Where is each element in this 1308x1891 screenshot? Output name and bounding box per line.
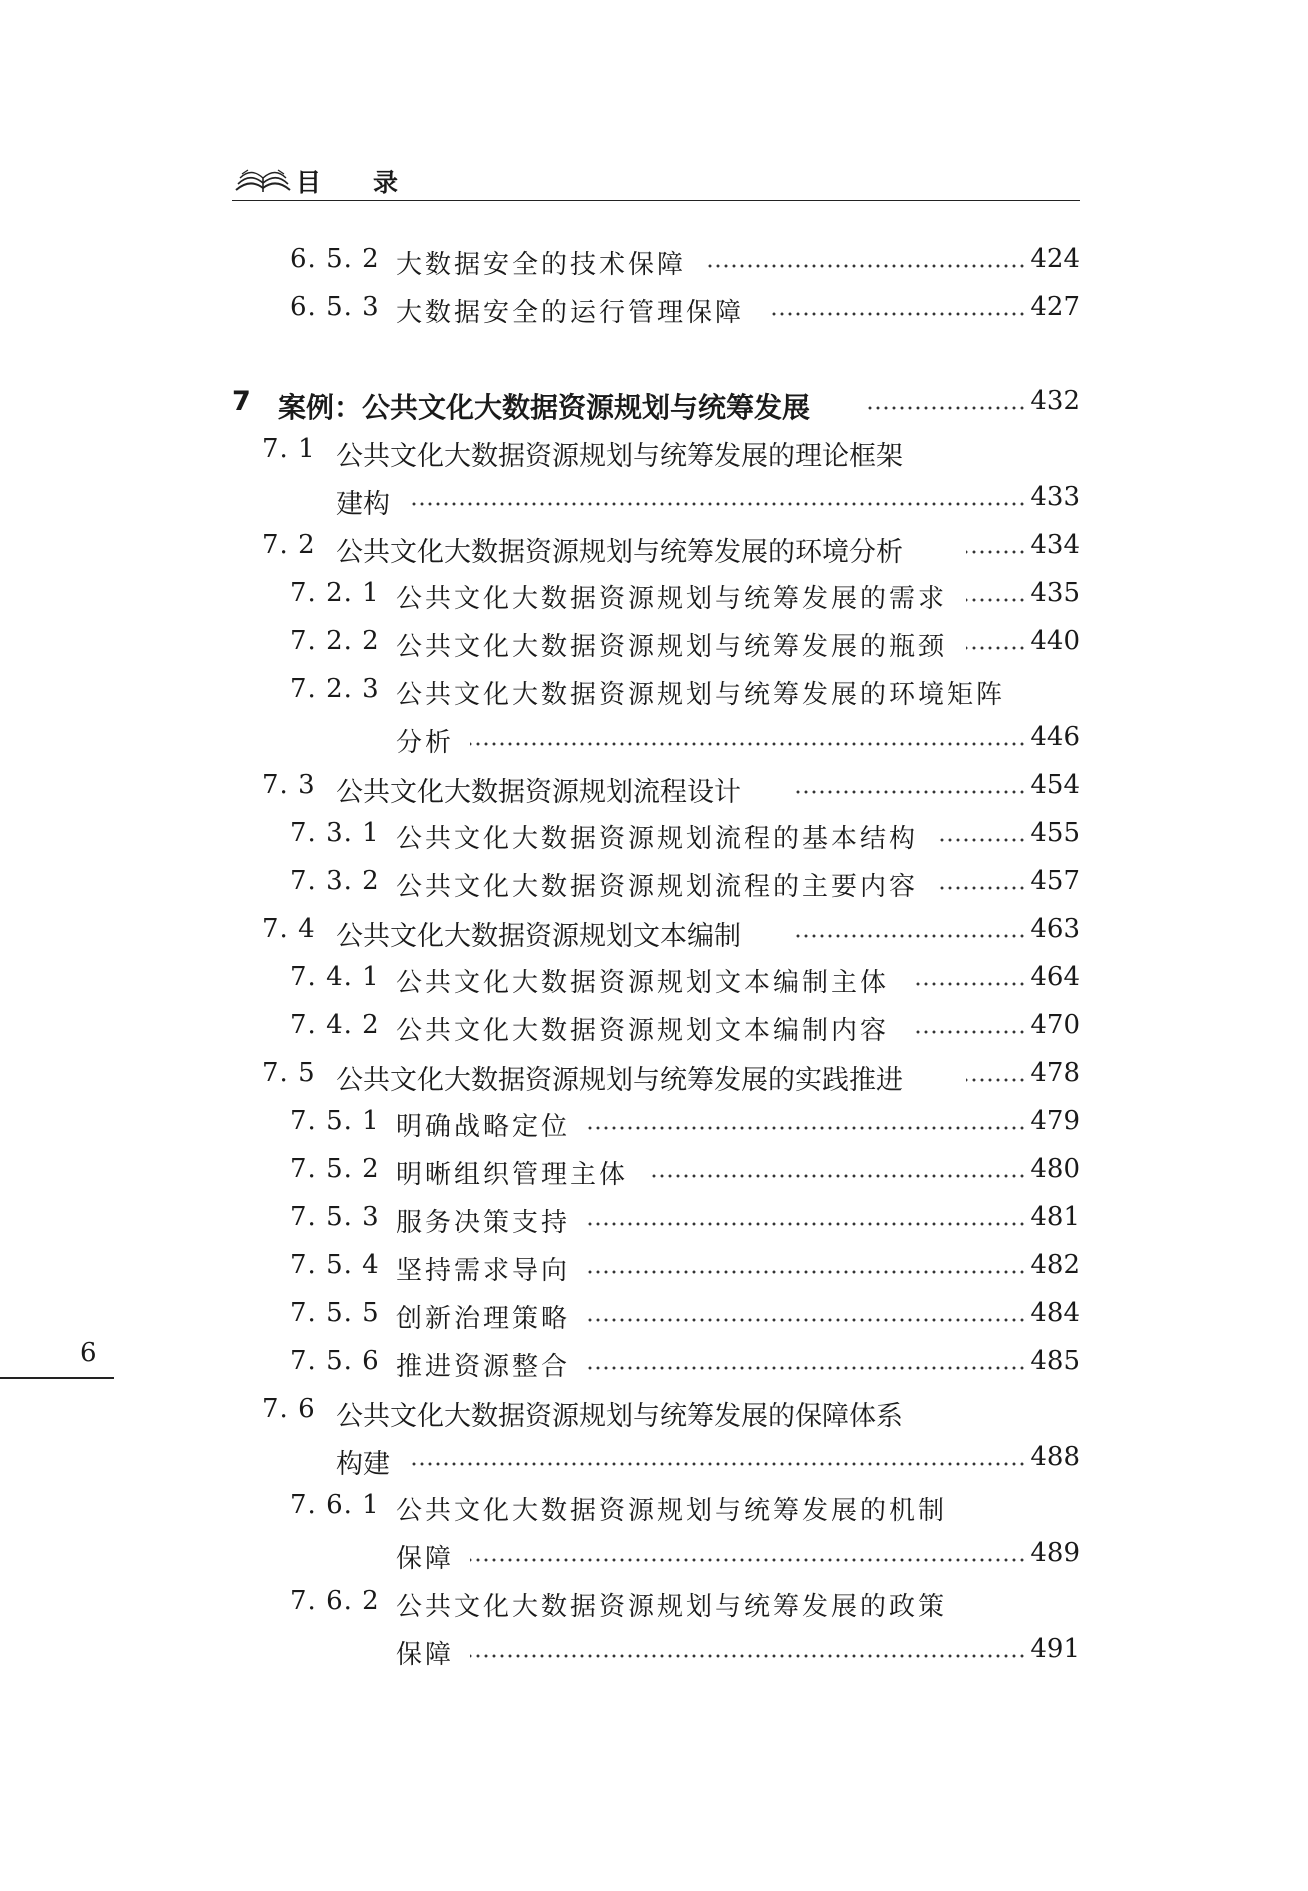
entry-number: 7. 4. 2: [290, 1010, 380, 1040]
entry-number: 7. 2. 3: [290, 674, 380, 704]
dot-leader: [792, 787, 1026, 797]
toc-entry[interactable]: [0, 1346, 1308, 1386]
entry-page: 446: [1030, 722, 1080, 752]
toc-section[interactable]: [0, 770, 1308, 810]
entry-page: 463: [1030, 914, 1080, 944]
running-header: [232, 160, 1080, 201]
entry-page: 479: [1030, 1106, 1080, 1136]
dot-leader: [588, 1315, 1026, 1325]
entry-title: 建构: [336, 489, 390, 520]
entry-number: 7. 3. 1: [290, 818, 380, 848]
dot-leader: [412, 1459, 1026, 1469]
entry-title: 保障: [396, 1544, 455, 1574]
page-number: 6: [80, 1338, 97, 1368]
dot-leader: [588, 1267, 1026, 1277]
entry-title: 创新治理策略: [396, 1304, 571, 1334]
toc-section[interactable]: [0, 1394, 1308, 1434]
dot-leader: [470, 739, 1026, 749]
toc-entry[interactable]: [0, 1586, 1308, 1626]
page-number-rule: [0, 1377, 114, 1379]
page-heading: [296, 163, 450, 199]
entry-page: 484: [1030, 1298, 1080, 1328]
toc-entry[interactable]: [0, 292, 1308, 332]
entry-page: 433: [1030, 482, 1080, 512]
entry-page: 427: [1030, 292, 1080, 322]
entry-number: 7. 5: [262, 1058, 316, 1088]
entry-title: 公共文化大数据资源规划与统筹发展的保障体系: [336, 1401, 903, 1432]
entry-number: 7. 5. 3: [290, 1202, 380, 1232]
dot-leader: [966, 643, 1026, 653]
entry-number: 7. 2. 1: [290, 578, 380, 608]
entry-title: 大数据安全的运行管理保障: [396, 298, 745, 328]
dot-leader: [588, 1363, 1026, 1373]
entry-title: 公共文化大数据资源规划文本编制内容: [396, 1016, 890, 1046]
toc-entry[interactable]: [0, 1154, 1308, 1194]
entry-number: 7. 6. 2: [290, 1586, 380, 1616]
toc-entry[interactable]: [0, 674, 1308, 714]
dot-leader: [792, 931, 1026, 941]
entry-title: 公共文化大数据资源规划与统筹发展的需求: [396, 584, 948, 614]
entry-page: 485: [1030, 1346, 1080, 1376]
toc-section[interactable]: [0, 914, 1308, 954]
toc-entry[interactable]: [0, 578, 1308, 618]
entry-page: 489: [1030, 1538, 1080, 1568]
chapter-title: 案例：公共文化大数据资源规划与统筹发展: [278, 391, 811, 424]
toc-entry[interactable]: [0, 1250, 1308, 1290]
entry-number: 7. 1: [262, 434, 316, 464]
entry-title: 构建: [336, 1449, 390, 1480]
entry-number: 7. 5. 5: [290, 1298, 380, 1328]
toc-entry[interactable]: [0, 1010, 1308, 1050]
toc-entry[interactable]: [0, 1202, 1308, 1242]
entry-number: 7. 2: [262, 530, 316, 560]
entry-page: 480: [1030, 1154, 1080, 1184]
entry-title: 服务决策支持: [396, 1208, 571, 1238]
entry-page: 481: [1030, 1202, 1080, 1232]
dot-leader: [940, 883, 1026, 893]
dot-leader: [470, 1651, 1026, 1661]
entry-page: 491: [1030, 1634, 1080, 1664]
entry-title: 保障: [396, 1640, 455, 1670]
entry-page: 432: [1030, 386, 1080, 416]
entry-page: 482: [1030, 1250, 1080, 1280]
entry-number: 7. 5. 6: [290, 1346, 380, 1376]
dot-leader: [588, 1219, 1026, 1229]
entry-number: 7. 5. 2: [290, 1154, 380, 1184]
entry-title: 公共文化大数据资源规划与统筹发展的环境分析: [336, 537, 903, 568]
toc-entry[interactable]: [0, 962, 1308, 1002]
entry-title: 明晰组织管理主体: [396, 1160, 629, 1190]
entry-title: 公共文化大数据资源规划文本编制主体: [396, 968, 890, 998]
dot-leader: [966, 547, 1026, 557]
entry-title: 公共文化大数据资源规划文本编制: [336, 921, 741, 952]
entry-page: 464: [1030, 962, 1080, 992]
entry-number: 7. 6. 1: [290, 1490, 380, 1520]
dot-leader: [966, 1075, 1026, 1085]
toc-entry[interactable]: [0, 1106, 1308, 1146]
heading-part-1: 目: [296, 168, 322, 197]
entry-number: 7. 3: [262, 770, 316, 800]
toc-entry-continuation[interactable]: [0, 722, 1308, 762]
toc-entry[interactable]: [0, 626, 1308, 666]
entry-number: 6. 5. 2: [290, 244, 380, 274]
entry-page: 478: [1030, 1058, 1080, 1088]
entry-page: 434: [1030, 530, 1080, 560]
entry-page: 435: [1030, 578, 1080, 608]
toc-entry[interactable]: [0, 1298, 1308, 1338]
toc-entry[interactable]: [0, 1490, 1308, 1530]
entry-title: 公共文化大数据资源规划与统筹发展的环境矩阵: [396, 680, 1006, 710]
entry-title: 公共文化大数据资源规划与统筹发展的政策: [396, 1592, 948, 1622]
dot-leader: [588, 1123, 1026, 1133]
dot-leader: [412, 499, 1026, 509]
entry-title: 坚持需求导向: [396, 1256, 571, 1286]
entry-number: 6. 5. 3: [290, 292, 380, 322]
dot-leader: [708, 261, 1026, 271]
toc-section[interactable]: [0, 434, 1308, 474]
entry-title: 公共文化大数据资源规划与统筹发展的瓶颈: [396, 632, 948, 662]
entry-number: 7. 3. 2: [290, 866, 380, 896]
entry-number: 7. 6: [262, 1394, 316, 1424]
toc-chapter[interactable]: [0, 386, 1308, 426]
toc-section-continuation[interactable]: [0, 482, 1308, 522]
entry-number: 7. 5. 4: [290, 1250, 380, 1280]
entry-title: 公共文化大数据资源规划流程的基本结构: [396, 824, 919, 854]
heading-part-2: 录: [373, 168, 399, 197]
dot-leader: [912, 1027, 1026, 1037]
toc-section-continuation[interactable]: [0, 1442, 1308, 1482]
entry-number: 7. 2. 2: [290, 626, 380, 656]
entry-title: 公共文化大数据资源规划与统筹发展的机制: [396, 1496, 948, 1526]
entry-title: 公共文化大数据资源规划与统筹发展的实践推进: [336, 1065, 903, 1096]
dot-leader: [470, 1555, 1026, 1565]
dot-leader: [912, 979, 1026, 989]
toc-section[interactable]: [0, 1058, 1308, 1098]
entry-title: 公共文化大数据资源规划流程的主要内容: [396, 872, 919, 902]
entry-page: 470: [1030, 1010, 1080, 1040]
entry-page: 454: [1030, 770, 1080, 800]
entry-page: 488: [1030, 1442, 1080, 1472]
toc-entry[interactable]: [0, 866, 1308, 906]
open-book-icon: [232, 164, 294, 196]
toc-entry-continuation[interactable]: [0, 1538, 1308, 1578]
toc-entry[interactable]: [0, 818, 1308, 858]
dot-leader: [940, 835, 1026, 845]
dot-leader: [866, 403, 1026, 413]
entry-title: 推进资源整合: [396, 1352, 571, 1382]
chapter-number: 7: [232, 386, 252, 417]
entry-page: 424: [1030, 244, 1080, 274]
entry-title: 明确战略定位: [396, 1112, 571, 1142]
dot-leader: [768, 309, 1026, 319]
entry-title: 公共文化大数据资源规划流程设计: [336, 777, 741, 808]
dot-leader: [648, 1171, 1026, 1181]
entry-title: 公共文化大数据资源规划与统筹发展的理论框架: [336, 441, 903, 472]
entry-title: 分析: [396, 728, 455, 758]
entry-page: 440: [1030, 626, 1080, 656]
entry-page: 457: [1030, 866, 1080, 896]
entry-number: 7. 4. 1: [290, 962, 380, 992]
entry-number: 7. 4: [262, 914, 316, 944]
entry-number: 7. 5. 1: [290, 1106, 380, 1136]
toc-entry[interactable]: [0, 244, 1308, 284]
dot-leader: [966, 595, 1026, 605]
toc-section[interactable]: [0, 530, 1308, 570]
entry-page: 455: [1030, 818, 1080, 848]
toc-entry-continuation[interactable]: [0, 1634, 1308, 1674]
entry-title: 大数据安全的技术保障: [396, 250, 687, 280]
